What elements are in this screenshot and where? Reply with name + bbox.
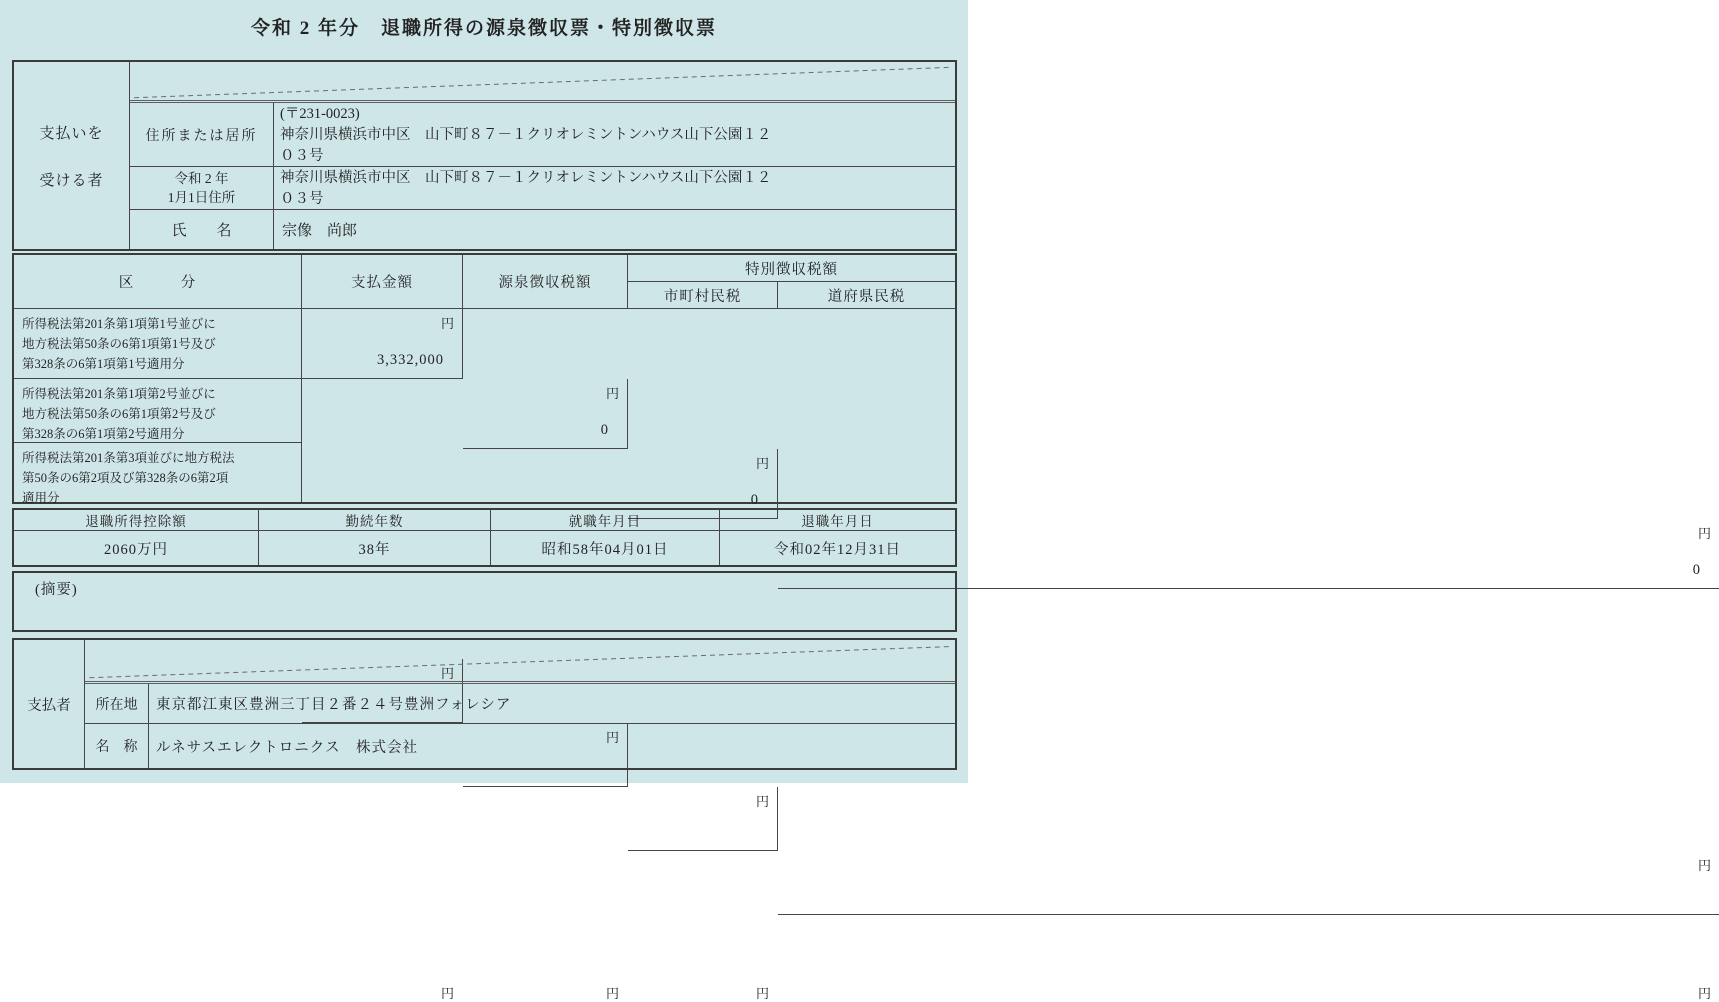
service-years-header: 勤続年数 bbox=[259, 510, 491, 531]
recipient-address-line2: ０３号 bbox=[280, 148, 324, 164]
yen-unit-label: 円 bbox=[605, 730, 619, 745]
remarks-label: (摘要) bbox=[35, 582, 78, 598]
tax-row2-category: 所得税法第201条第1項第2号並びに 地方税法第50条の6第1項第2号及び 第328条の6第1項第2号適用分 bbox=[14, 379, 302, 443]
tax-row1-municipal-value: 0 bbox=[750, 492, 759, 508]
yen-unit-label: 円 bbox=[755, 794, 769, 809]
payer-name-label: 名 称 bbox=[85, 724, 149, 768]
tax-row2-prefectural-cell bbox=[778, 851, 1719, 915]
payer-section bbox=[12, 638, 957, 770]
retirement-date-value: 令和02年12月31日 bbox=[774, 541, 901, 558]
yen-unit-label: 円 bbox=[755, 986, 769, 1001]
recipient-jan1-address-line2: ０３号 bbox=[280, 191, 324, 207]
hire-date-header: 就職年月日 bbox=[491, 510, 720, 531]
deduction-header: 退職所得控除額 bbox=[14, 510, 259, 531]
payer-name-value: ルネサスエレクトロニクス 株式会社 bbox=[156, 739, 419, 756]
tax-row1-payment-cell bbox=[302, 309, 463, 379]
yen-unit-label: 円 bbox=[1697, 858, 1711, 873]
recipient-address-line1: 神奈川県横浜市中区 山下町８７－１クリオレミントンハウス山下公園１２ bbox=[280, 127, 772, 143]
service-years-value: 38年 bbox=[259, 531, 491, 565]
tax-row1-withholding-value: 0 bbox=[600, 422, 609, 438]
category-column-header: 区 分 bbox=[14, 255, 302, 309]
recipient-empty-field bbox=[130, 62, 955, 103]
yen-unit-label: 円 bbox=[440, 316, 454, 331]
hire-date-value: 昭和58年04月01日 bbox=[491, 531, 720, 565]
recipient-jan1-address-value bbox=[274, 167, 955, 210]
tax-row1-payment-value: 3,332,000 bbox=[377, 352, 444, 368]
yen-unit-label: 円 bbox=[440, 666, 454, 681]
recipient-address-value bbox=[274, 103, 955, 167]
municipal-tax-column-header: 市町村民税 bbox=[628, 282, 778, 309]
withholding-column-header: 源泉徴収税額 bbox=[463, 255, 628, 309]
payer-address-label: 所在地 bbox=[85, 684, 149, 724]
yen-unit-label: 円 bbox=[440, 986, 454, 1001]
recipient-section-label-line1: 支払いを bbox=[39, 125, 104, 142]
payer-section-label: 支払者 bbox=[14, 640, 85, 768]
tax-row1-withholding-cell bbox=[463, 379, 628, 449]
document-title: 令和 2 年分 退職所得の源泉徴収票・特別徴収票 bbox=[250, 18, 717, 39]
recipient-jan1-address-label-line2: 1月1日住所 bbox=[167, 190, 236, 205]
yen-unit-label: 円 bbox=[605, 986, 619, 1001]
yen-unit-label: 円 bbox=[605, 386, 619, 401]
recipient-jan1-address-label-line1: 令和 2 年 bbox=[174, 171, 229, 186]
remarks-section bbox=[12, 571, 957, 632]
tax-row1-prefectural-value: 0 bbox=[1692, 562, 1701, 578]
recipient-section-label-line2: 受ける者 bbox=[39, 172, 104, 189]
payer-address-value: 東京都江東区豊洲三丁目２番２４号豊洲フォレシア bbox=[149, 684, 955, 724]
yen-unit-label: 円 bbox=[1697, 526, 1711, 541]
diagonal-strike-icon bbox=[85, 640, 955, 681]
recipient-name-label: 氏 名 bbox=[130, 210, 274, 249]
tax-row3-category: 所得税法第201条第3項並びに地方税法 第50条の6第2項及び第328条の6第2項 適用分 bbox=[14, 443, 302, 502]
yen-unit-label: 円 bbox=[755, 456, 769, 471]
recipient-section-label bbox=[14, 62, 130, 249]
prefectural-tax-column-header: 道府県民税 bbox=[778, 282, 955, 309]
recipient-jan1-address-line1: 神奈川県横浜市中区 山下町８７－１クリオレミントンハウス山下公園１２ bbox=[280, 170, 772, 186]
recipient-jan1-address-label bbox=[130, 167, 274, 210]
retirement-date-header: 退職年月日 bbox=[720, 510, 955, 531]
recipient-section bbox=[12, 60, 957, 251]
payment-column-header: 支払金額 bbox=[302, 255, 463, 309]
tax-row2-municipal-cell bbox=[628, 787, 778, 851]
recipient-name-value: 宗像 尚郎 bbox=[282, 223, 358, 239]
diagonal-strike-icon bbox=[130, 62, 955, 100]
deduction-value: 2060万円 bbox=[14, 531, 259, 565]
recipient-postal-code: (〒231-0023) bbox=[280, 106, 360, 122]
yen-unit-label: 円 bbox=[1697, 986, 1711, 1001]
tax-row1-category: 所得税法第201条第1項第1号並びに 地方税法第50条の6第1項第1号及び 第328条の6第1項第1号適用分 bbox=[14, 309, 302, 379]
recipient-address-label: 住所または居所 bbox=[130, 103, 274, 167]
special-tax-column-header: 特別徴収税額 bbox=[628, 255, 955, 282]
retirement-summary-table bbox=[12, 508, 957, 567]
payer-empty-field bbox=[85, 640, 955, 684]
